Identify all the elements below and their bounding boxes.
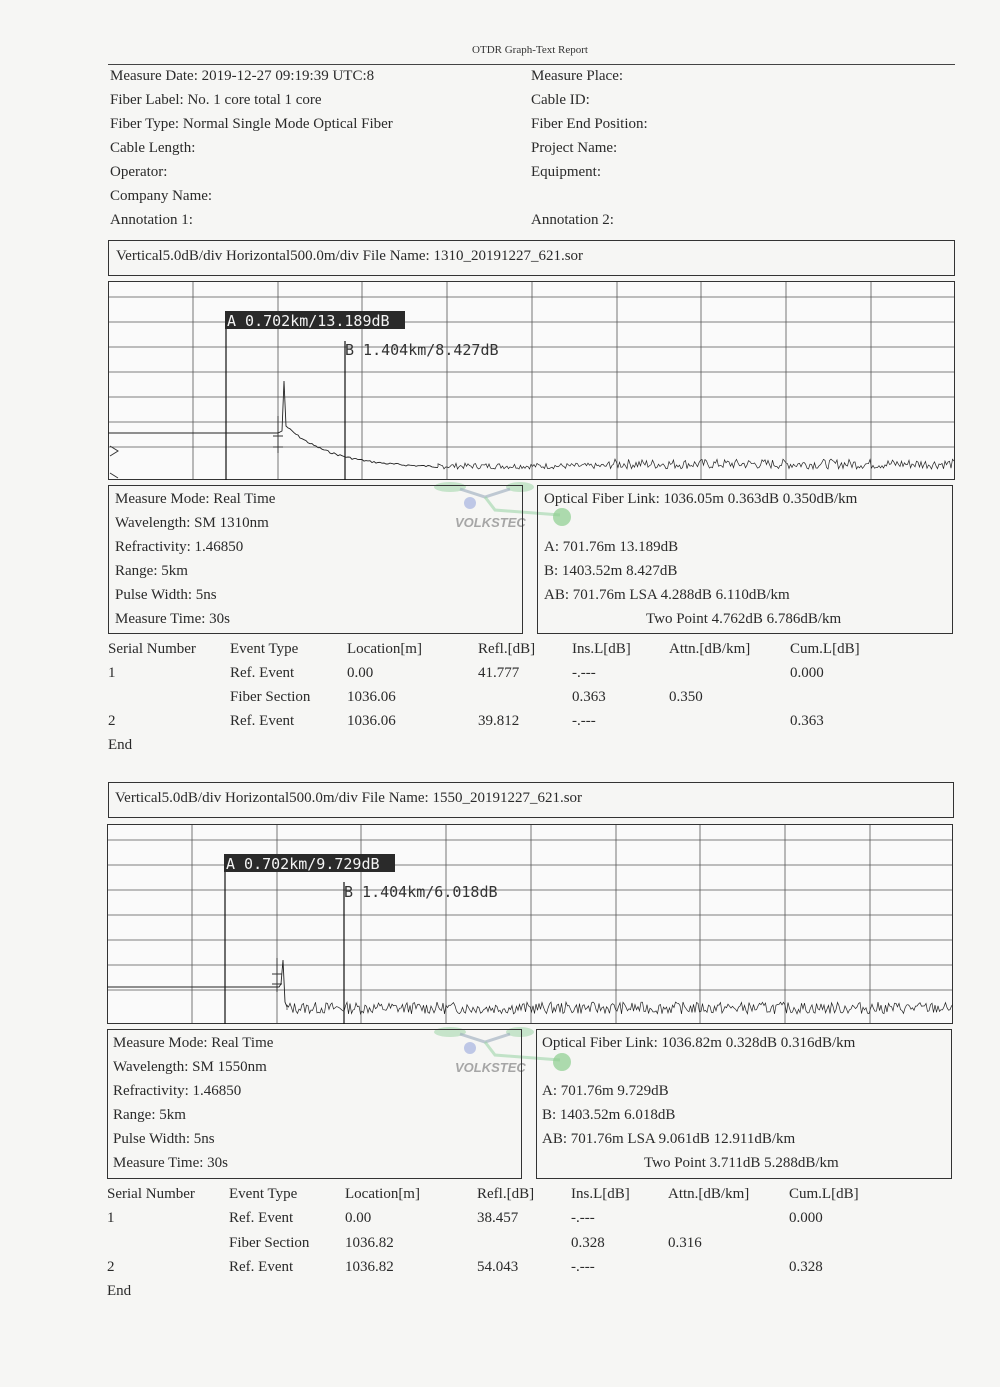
cable-id: Cable ID: — [531, 92, 590, 108]
cell-insl: -.--- — [572, 665, 596, 681]
watermark-text: VOLKSTEC — [455, 515, 526, 530]
ab-result: AB: 701.76m LSA 4.288dB 6.110dB/km — [544, 587, 790, 603]
plot-grid — [108, 281, 955, 480]
two-point-result: Two Point 3.711dB 5.288dB/km — [644, 1155, 839, 1171]
cursor-a-label: A 0.702km/13.189dB — [227, 312, 390, 330]
end-label: End — [108, 737, 133, 753]
col-cuml: Cum.L[dB] — [789, 1186, 859, 1202]
col-insl: Ins.L[dB] — [571, 1186, 630, 1202]
report-title: OTDR Graph-Text Report — [472, 44, 588, 56]
cell-refl: 39.812 — [478, 713, 520, 729]
cell-cuml: 0.000 — [789, 1210, 823, 1226]
noise-floor — [438, 459, 954, 469]
annotation-1: Annotation 1: — [110, 212, 193, 228]
fiber-link: Optical Fiber Link: 1036.82m 0.328dB 0.316dB/km — [542, 1035, 856, 1051]
file-info-line: Vertical5.0dB/div Horizontal500.0m/div File Name: 1550_20191227_621.sor — [115, 790, 583, 806]
cell-location: 1036.06 — [347, 689, 396, 705]
fiber-label: Fiber Label: No. 1 core total 1 core — [110, 92, 322, 108]
col-location: Location[m] — [345, 1186, 420, 1202]
file-info-box — [108, 782, 954, 818]
trace-line — [108, 381, 438, 467]
cell-event-type: Fiber Section — [229, 1235, 310, 1251]
otdr-trace-plot — [107, 824, 953, 1024]
cell-cuml: 0.000 — [790, 665, 824, 681]
cell-insl: -.--- — [571, 1210, 595, 1226]
cursor-b-label: B 1.404km/8.427dB — [345, 341, 499, 359]
col-refl: Refl.[dB] — [477, 1186, 535, 1202]
launch-marker — [273, 416, 283, 453]
two-point-result: Two Point 4.762dB 6.786dB/km — [646, 611, 842, 627]
watermark-text: VOLKSTEC — [455, 1060, 526, 1075]
range: Range: 5km — [115, 563, 188, 579]
cell-insl: -.--- — [571, 1259, 595, 1275]
left-arrows — [110, 446, 118, 478]
cell-refl: 41.777 — [478, 665, 520, 681]
cable-length: Cable Length: — [110, 140, 196, 156]
fiber-end-position: Fiber End Position: — [531, 116, 648, 132]
col-event-type: Event Type — [229, 1186, 298, 1202]
cell-event-type: Ref. Event — [230, 713, 295, 729]
wavelength: Wavelength: SM 1550nm — [113, 1059, 267, 1075]
measure-mode: Measure Mode: Real Time — [115, 491, 276, 507]
measure-time: Measure Time: 30s — [115, 611, 231, 627]
col-location: Location[m] — [347, 641, 422, 657]
annotation-2: Annotation 2: — [531, 212, 614, 228]
fiber-link: Optical Fiber Link: 1036.05m 0.363dB 0.350dB/km — [544, 491, 858, 507]
cell-event-type: Ref. Event — [229, 1259, 294, 1275]
cell-serial: 2 — [108, 713, 116, 729]
header-divider — [108, 64, 955, 65]
cell-location: 0.00 — [347, 665, 374, 681]
cell-location: 0.00 — [345, 1210, 372, 1226]
col-attn: Attn.[dB/km] — [668, 1186, 750, 1202]
cell-cuml: 0.363 — [790, 713, 824, 729]
link-results-box — [537, 485, 953, 634]
cell-serial: 2 — [107, 1259, 115, 1275]
cursor-b-result: B: 1403.52m 6.018dB — [542, 1107, 676, 1123]
range: Range: 5km — [113, 1107, 186, 1123]
cell-refl: 38.457 — [477, 1210, 519, 1226]
col-serial: Serial Number — [108, 641, 196, 657]
cell-location: 1036.06 — [347, 713, 396, 729]
cell-refl: 54.043 — [477, 1259, 519, 1275]
cell-serial: 1 — [107, 1210, 115, 1226]
operator: Operator: — [110, 164, 168, 180]
cell-location: 1036.82 — [345, 1235, 394, 1251]
pulse-width: Pulse Width: 5ns — [113, 1131, 215, 1147]
cell-insl: 0.328 — [571, 1235, 605, 1251]
col-insl: Ins.L[dB] — [572, 641, 631, 657]
col-serial: Serial Number — [107, 1186, 195, 1202]
wavelength: Wavelength: SM 1310nm — [115, 515, 269, 531]
measure-params-box — [107, 1029, 522, 1179]
cell-event-type: Ref. Event — [229, 1210, 294, 1226]
measure-mode: Measure Mode: Real Time — [113, 1035, 274, 1051]
cell-attn: 0.350 — [669, 689, 703, 705]
measure-time: Measure Time: 30s — [113, 1155, 229, 1171]
refractivity: Refractivity: 1.46850 — [113, 1083, 242, 1099]
cell-event-type: Ref. Event — [230, 665, 295, 681]
refractivity: Refractivity: 1.46850 — [115, 539, 244, 555]
company-name: Company Name: — [110, 188, 213, 204]
cell-serial: 1 — [108, 665, 116, 681]
project-name: Project Name: — [531, 140, 618, 156]
cell-insl: -.--- — [572, 713, 596, 729]
cursor-b-label: B 1.404km/6.018dB — [344, 883, 498, 901]
end-label: End — [107, 1283, 132, 1299]
cell-event-type: Fiber Section — [230, 689, 311, 705]
equipment: Equipment: — [531, 164, 601, 180]
file-info-box — [108, 240, 955, 276]
fiber-type: Fiber Type: Normal Single Mode Optical Fiber — [110, 116, 393, 132]
otdr-trace-plot — [108, 281, 955, 480]
pulse-width: Pulse Width: 5ns — [115, 587, 217, 603]
ab-result: AB: 701.76m LSA 9.061dB 12.911dB/km — [542, 1131, 796, 1147]
measure-params-box — [108, 485, 523, 634]
col-event-type: Event Type — [230, 641, 299, 657]
trace-line — [107, 960, 287, 1007]
measure-place: Measure Place: — [531, 68, 624, 84]
col-cuml: Cum.L[dB] — [790, 641, 860, 657]
cursor-a-label: A 0.702km/9.729dB — [226, 855, 380, 873]
cell-attn: 0.316 — [668, 1235, 702, 1251]
col-attn: Attn.[dB/km] — [669, 641, 751, 657]
cursor-a-result: A: 701.76m 9.729dB — [542, 1083, 669, 1099]
col-refl: Refl.[dB] — [478, 641, 536, 657]
cell-insl: 0.363 — [572, 689, 606, 705]
cell-location: 1036.82 — [345, 1259, 394, 1275]
measure-date: Measure Date: 2019-12-27 09:19:39 UTC:8 — [110, 68, 375, 84]
cell-cuml: 0.328 — [789, 1259, 823, 1275]
file-info-line: Vertical5.0dB/div Horizontal500.0m/div File Name: 1310_20191227_621.sor — [116, 248, 584, 264]
cursor-b-result: B: 1403.52m 8.427dB — [544, 563, 678, 579]
link-results-box — [536, 1029, 952, 1179]
noise-floor — [287, 1002, 953, 1014]
cursor-a-result: A: 701.76m 13.189dB — [544, 539, 679, 555]
